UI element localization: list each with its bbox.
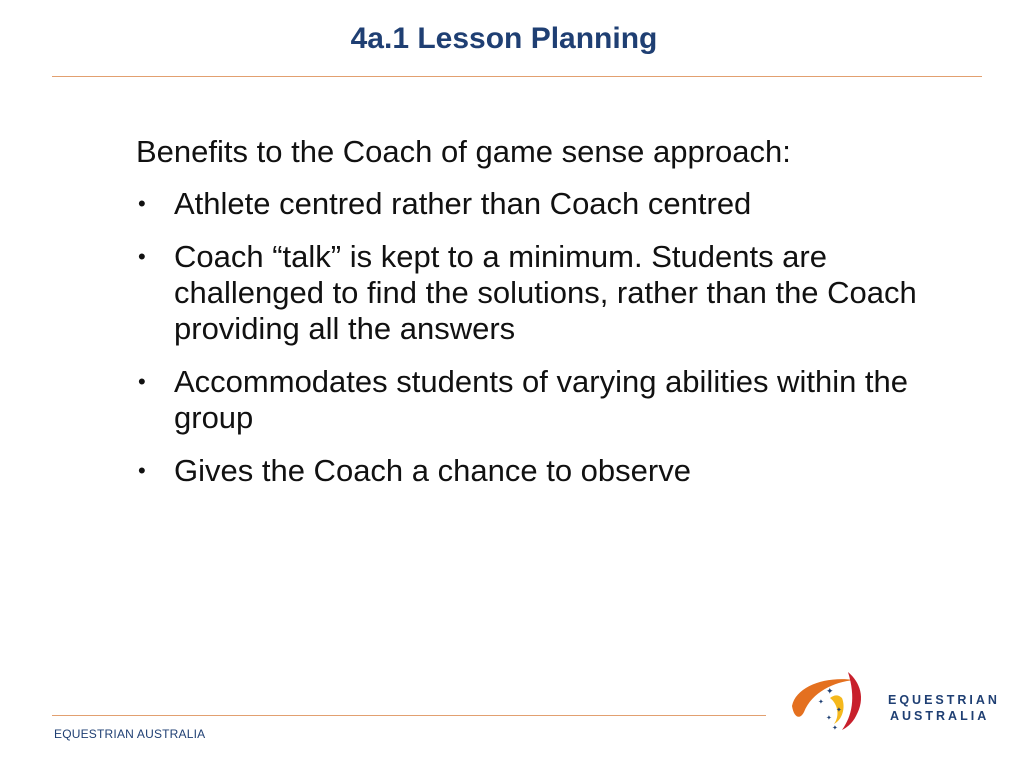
- logo-star: ✦: [826, 714, 832, 722]
- footer-divider: [52, 715, 766, 716]
- bullet-icon: •: [138, 244, 146, 269]
- bullet-item: [136, 186, 936, 222]
- bullet-item: [136, 453, 936, 489]
- intro-text: Benefits to the Coach of game sense approach:: [136, 134, 791, 169]
- footer-text: EQUESTRIAN AUSTRALIA: [54, 727, 206, 741]
- bullet-icon: •: [138, 369, 146, 394]
- logo-line-2: AUSTRALIA: [890, 709, 990, 723]
- logo-star: ✦: [826, 687, 834, 697]
- logo-star: ✦: [832, 724, 838, 732]
- bullet-text: Coach “talk” is kept to a minimum. Students are challenged to find the solutions, rather than the Coach providing all the answers: [174, 239, 917, 346]
- logo-star: ✦: [836, 706, 842, 714]
- title-divider: [52, 76, 982, 77]
- bullet-icon: •: [138, 191, 146, 216]
- logo-line-1: EQUESTRIAN: [888, 693, 1000, 707]
- logo-wordmark: [888, 692, 1000, 724]
- slide-body: [136, 134, 936, 506]
- bullet-list: [136, 186, 936, 489]
- bullet-text: Accommodates students of varying abilities within the group: [174, 364, 909, 435]
- bullet-text: Athlete centred rather than Coach centred: [174, 186, 752, 221]
- bullet-icon: •: [138, 458, 146, 483]
- slide-title: 4a.1 Lesson Planning: [350, 22, 658, 55]
- bullet-item: [136, 364, 936, 436]
- bullet-item: [136, 239, 936, 347]
- logo-star: ✦: [818, 698, 824, 706]
- bullet-text: Gives the Coach a chance to observe: [174, 453, 691, 488]
